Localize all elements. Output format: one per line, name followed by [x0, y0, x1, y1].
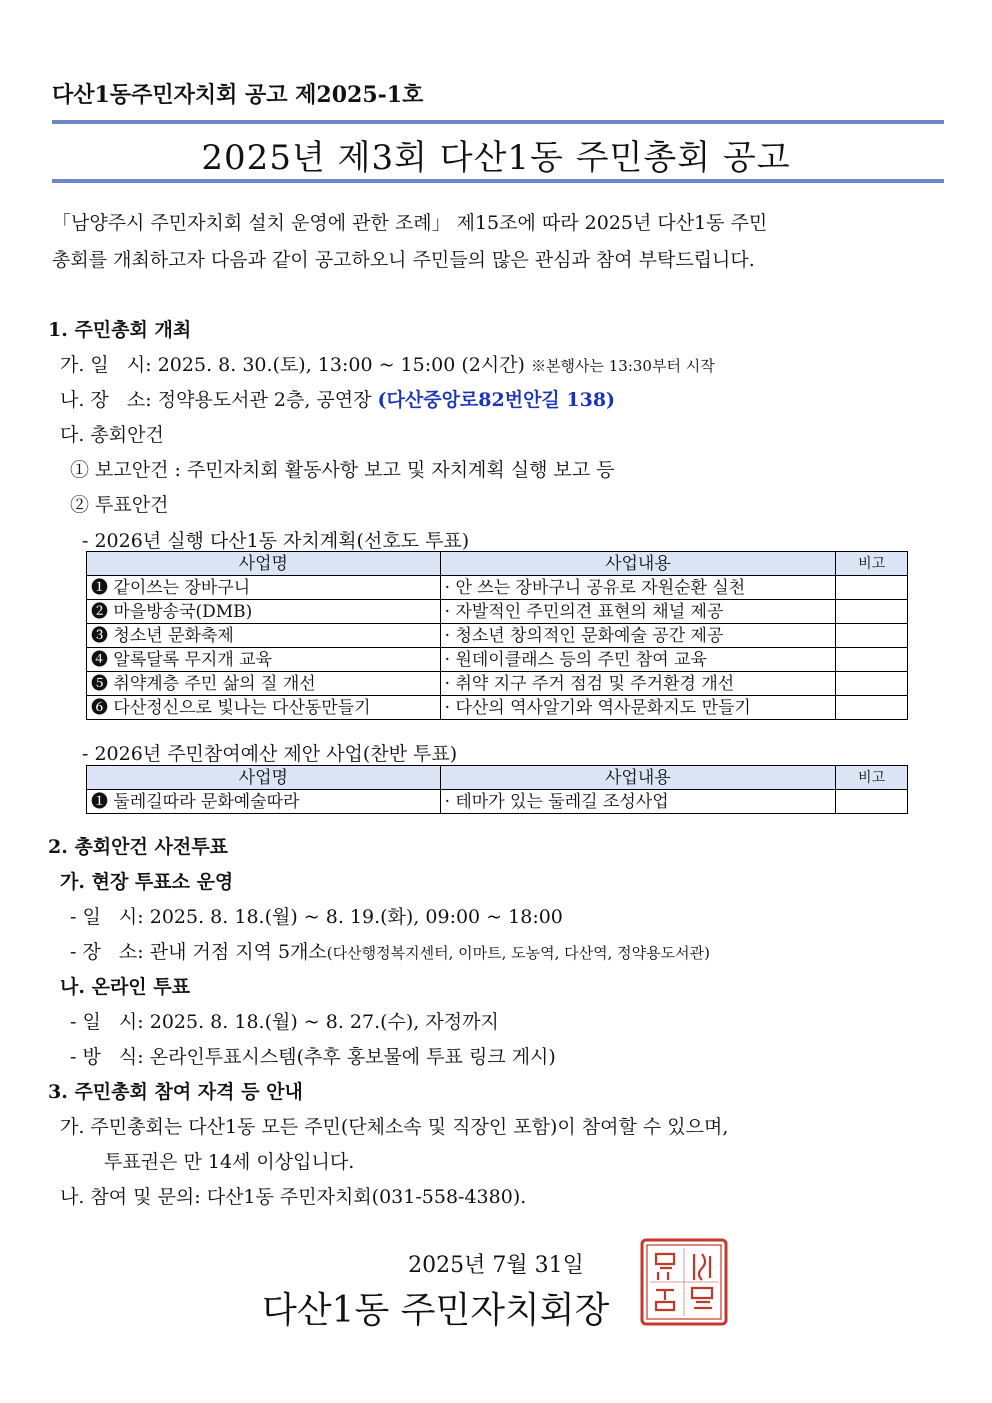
row-remark [836, 576, 908, 600]
table-row [87, 600, 908, 624]
title-rule-bottom [52, 179, 944, 183]
online-method-label: - 방 식: [70, 1046, 144, 1068]
place-label: 나. 장 소: [60, 389, 152, 411]
eligibility-line1: 가. 주민총회는 다산1동 모든 주민(단체소속 및 직장인 포함)이 참여할 수 있으며, [60, 1116, 729, 1138]
meeting-datetime [60, 350, 715, 377]
row-name: ❶ 같이쓰는 장바구니 [87, 576, 441, 600]
datetime-note: ※본행사는 13:30부터 시작 [531, 357, 715, 375]
row-name: ❶ 둘레길따라 문화예술따라 [87, 790, 441, 814]
row-remark [836, 600, 908, 624]
section1-heading: 1. 주민총회 개최 [48, 319, 192, 341]
row-remark [836, 672, 908, 696]
online-heading: 나. 온라인 투표 [60, 976, 190, 998]
onsite-place-value: 관내 거점 지역 5개소 [149, 941, 327, 963]
notice-number: 다산1동주민자치회 공고 제2025-1호 [52, 82, 424, 108]
agenda-report: ① 보고안건 : 주민자치회 활동사항 보고 및 자치계획 실행 보고 등 [70, 459, 615, 481]
intro-paragraph [52, 205, 944, 279]
header-name: 사업명 [87, 766, 441, 790]
row-remark [836, 790, 908, 814]
row-remark [836, 624, 908, 648]
table-row [87, 648, 908, 672]
plan-table-title: - 2026년 실행 다산1동 자치계획(선호도 투표) [82, 530, 470, 552]
onsite-heading: 가. 현장 투표소 운영 [60, 871, 234, 893]
intro-line: 「남양주시 주민자치회 설치 운영에 관한 조례」 제15조에 따라 2025년 다산1동 주민 [52, 212, 768, 234]
header-content: 사업내용 [440, 552, 836, 576]
page-title: 2025년 제3회 다산1동 주민총회 공고 [201, 138, 791, 178]
table-header-row [87, 552, 908, 576]
place-value: 정약용도서관 2층, 공연장 [157, 389, 372, 411]
section2-heading: 2. 총회안건 사전투표 [48, 836, 228, 858]
online-method [70, 1042, 556, 1069]
budget-table [86, 765, 908, 814]
title-rule-top [52, 120, 944, 124]
datetime-value: 2025. 8. 30.(토), 13:00 ~ 15:00 (2시간) [157, 354, 525, 376]
contact-line: 나. 참여 및 문의: 다산1동 주민자치회(031-558-4380). [60, 1186, 527, 1208]
agenda-vote: ② 투표안건 [70, 494, 169, 516]
online-date [70, 1007, 499, 1034]
notice-date: 2025년 7월 31일 [408, 1253, 584, 1278]
row-content: · 테마가 있는 둘레길 조성사업 [440, 790, 836, 814]
table-row [87, 790, 908, 814]
agenda-heading: 다. 총회안건 [60, 424, 164, 446]
onsite-place-list: (다산행정복지센터, 이마트, 도농역, 다산역, 정약용도서관) [326, 944, 710, 962]
row-content: · 원데이클래스 등의 주민 참여 교육 [440, 648, 836, 672]
row-name: ❹ 알록달록 무지개 교육 [87, 648, 441, 672]
row-content: · 취약 지구 주거 점검 및 주거환경 개선 [440, 672, 836, 696]
datetime-label: 가. 일 시: [60, 354, 152, 376]
row-name: ❻ 다산정신으로 빛나는 다산동만들기 [87, 696, 441, 720]
row-content: · 청소년 창의적인 문화예술 공간 제공 [440, 624, 836, 648]
online-method-value: 온라인투표시스템(추후 홍보물에 투표 링크 게시) [149, 1046, 556, 1068]
table-row [87, 624, 908, 648]
online-date-value: 2025. 8. 18.(월) ~ 8. 27.(수), 자정까지 [149, 1011, 499, 1033]
plan-table [86, 551, 908, 720]
row-content: · 자발적인 주민의견 표현의 채널 제공 [440, 600, 836, 624]
table-row [87, 672, 908, 696]
onsite-date [70, 902, 563, 929]
table-row [87, 576, 908, 600]
row-content: · 다산의 역사알기와 역사문화지도 만들기 [440, 696, 836, 720]
budget-table-title: - 2026년 주민참여예산 제안 사업(찬반 투표) [82, 743, 458, 765]
row-content: · 안 쓰는 장바구니 공유로 자원순환 실천 [440, 576, 836, 600]
intro-line: 총회를 개최하고자 다음과 같이 공고하오니 주민들의 많은 관심과 참여 부탁드립니다. [52, 249, 755, 271]
table-header-row [87, 766, 908, 790]
online-date-label: - 일 시: [70, 1011, 144, 1033]
row-name: ❸ 청소년 문화축제 [87, 624, 441, 648]
onsite-date-value: 2025. 8. 18.(월) ~ 8. 19.(화), 09:00 ~ 18:00 [149, 906, 563, 928]
row-remark [836, 648, 908, 672]
eligibility-line2: 투표권은 만 14세 이상입니다. [104, 1151, 355, 1173]
official-seal-image [638, 1236, 730, 1328]
signature: 다산1동 주민자치회장 [262, 1290, 610, 1331]
header-content: 사업내용 [440, 766, 836, 790]
row-name: ❺ 취약계층 주민 삶의 질 개선 [87, 672, 441, 696]
onsite-place-label: - 장 소: [70, 941, 144, 963]
place-address: (다산중앙로82번안길 138) [377, 389, 616, 411]
onsite-place [70, 937, 710, 964]
section3-heading: 3. 주민총회 참여 자격 등 안내 [48, 1081, 303, 1103]
row-remark [836, 696, 908, 720]
header-remark: 비고 [836, 552, 908, 576]
header-remark: 비고 [836, 766, 908, 790]
meeting-place [60, 385, 615, 412]
onsite-date-label: - 일 시: [70, 906, 144, 928]
table-row [87, 696, 908, 720]
row-name: ❷ 마을방송국(DMB) [87, 600, 441, 624]
header-name: 사업명 [87, 552, 441, 576]
